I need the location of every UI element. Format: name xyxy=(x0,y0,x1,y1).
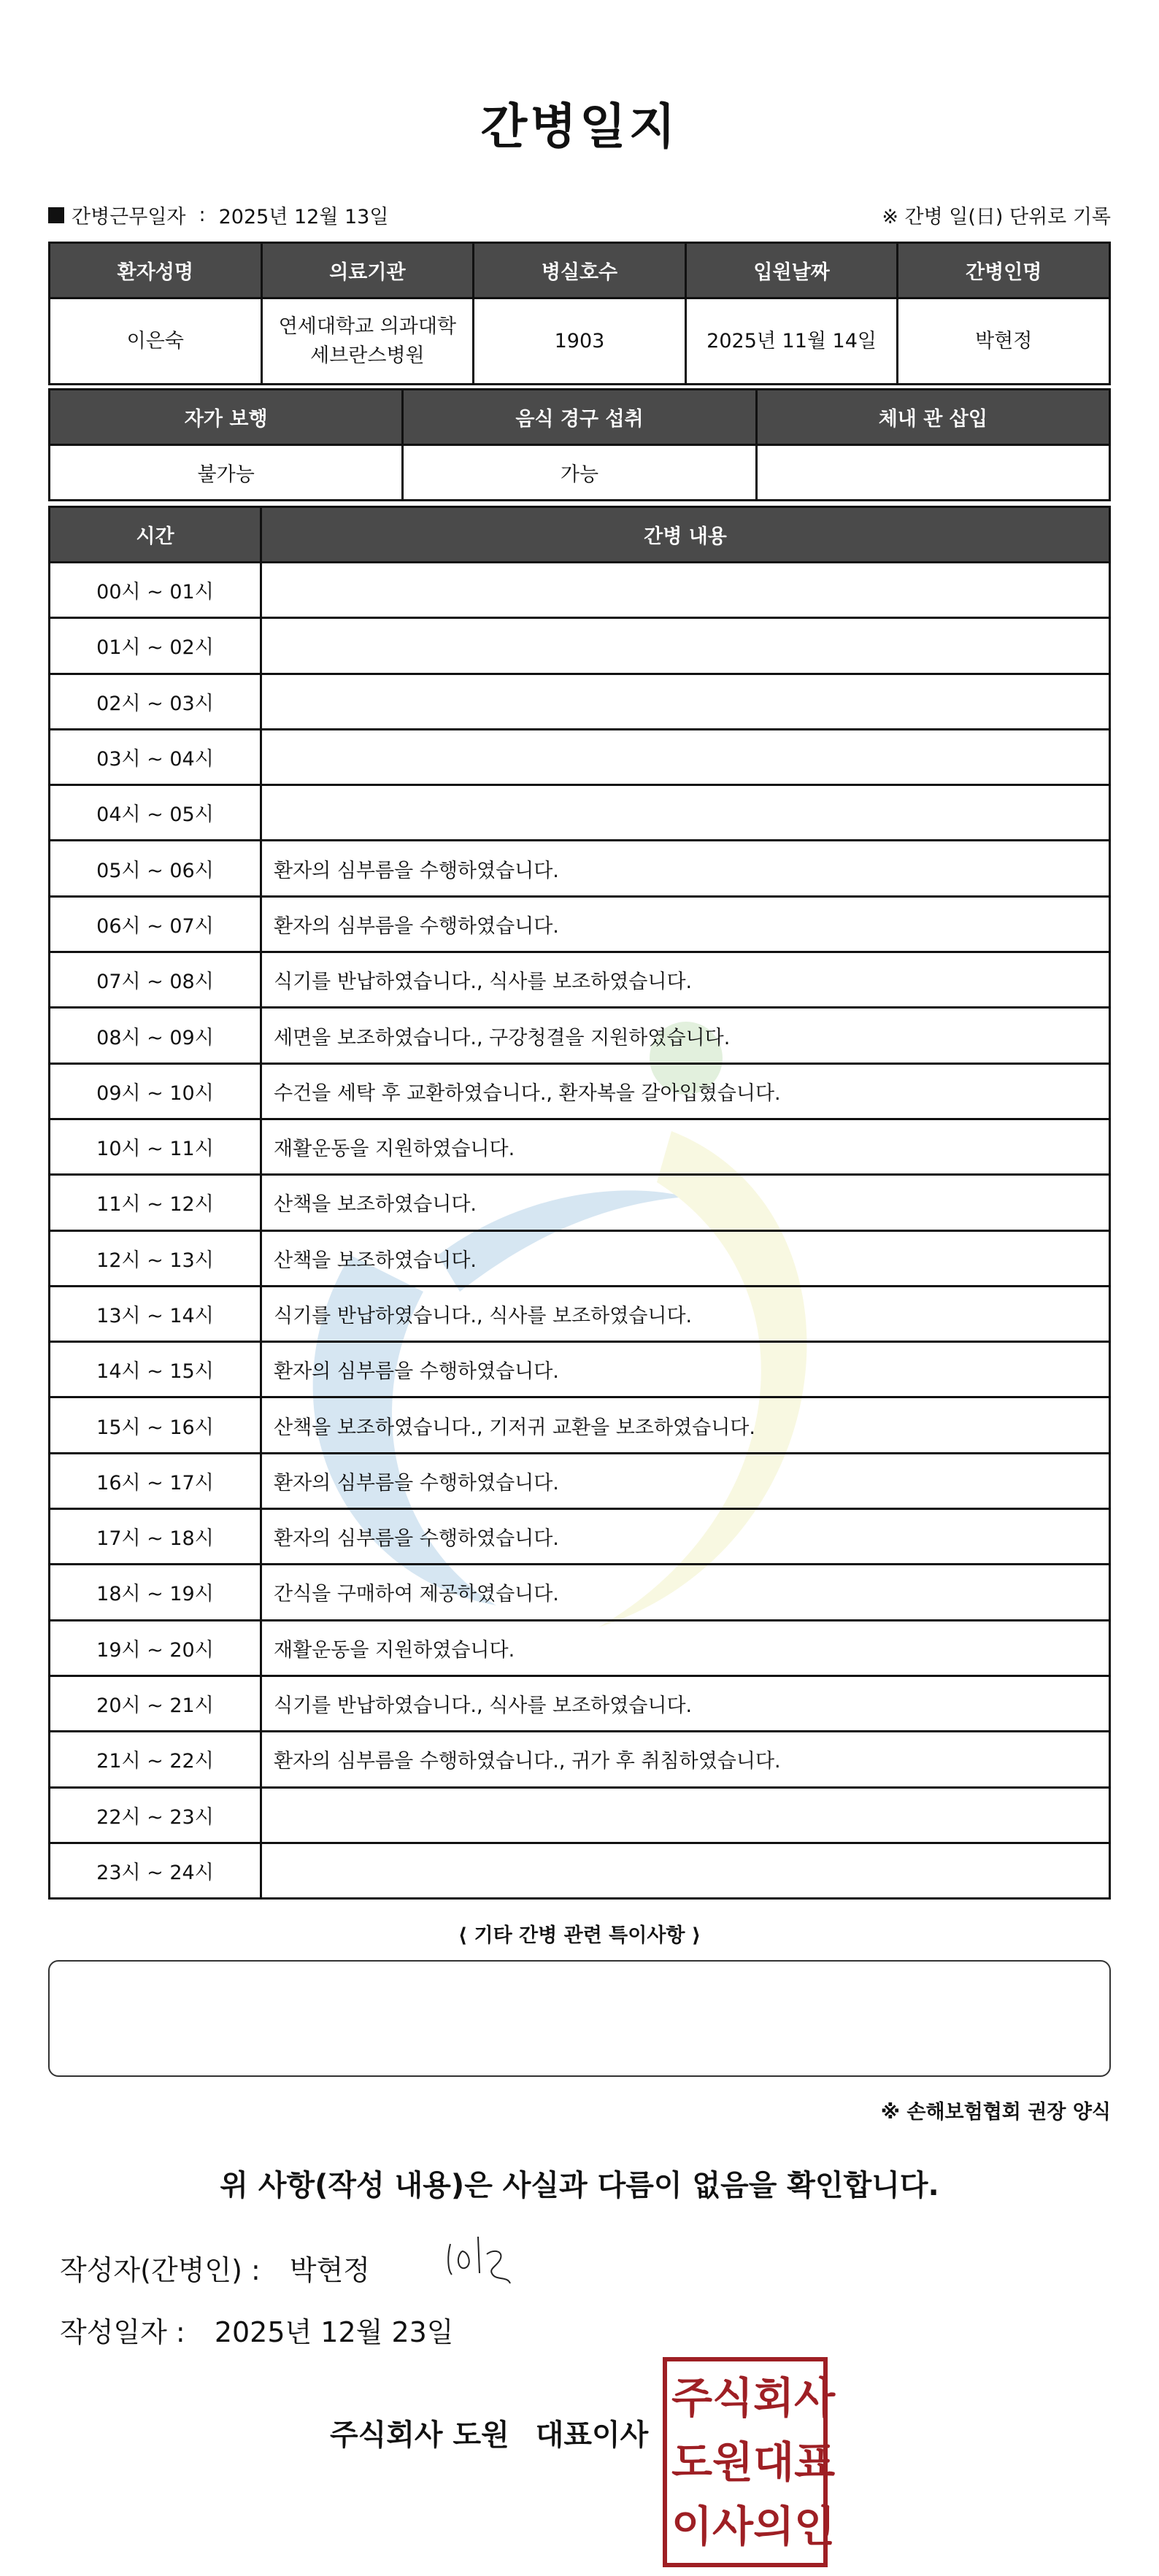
header-tube-insertion: 체내 관 삽입 xyxy=(756,390,1109,445)
time-slot: 15시 ~ 16시 xyxy=(50,1397,261,1453)
time-slot: 14시 ~ 15시 xyxy=(50,1342,261,1397)
author-label: 작성자(간병인) : xyxy=(60,2254,261,2286)
table-row xyxy=(50,1565,1110,1620)
time-slot: 11시 ~ 12시 xyxy=(50,1175,261,1230)
seal-char: 대 xyxy=(753,2437,795,2487)
time-slot: 19시 ~ 20시 xyxy=(50,1620,261,1675)
company-name: 주식회사 도원 xyxy=(330,2418,509,2452)
care-content xyxy=(261,674,1110,729)
care-content: 산책을 보조하였습니다. xyxy=(261,1175,1110,1230)
patient-info-value-row xyxy=(50,298,1110,385)
company-seal-stamp xyxy=(663,2357,836,2567)
time-slot: 00시 ~ 01시 xyxy=(50,563,261,618)
room-number: 1903 xyxy=(474,298,686,385)
seal-char: 회 xyxy=(753,2373,795,2423)
seal-char: 표 xyxy=(794,2437,836,2487)
seal-char: 인 xyxy=(794,2502,836,2551)
care-content: 식기를 반납하였습니다., 식사를 보조하였습니다. xyxy=(261,1286,1110,1341)
institution xyxy=(261,298,474,385)
company-signature-line xyxy=(330,2412,648,2453)
time-slot: 06시 ~ 07시 xyxy=(50,896,261,952)
written-date-value: 2025년 12월 23일 xyxy=(214,2316,454,2348)
time-slot: 01시 ~ 02시 xyxy=(50,618,261,674)
table-row xyxy=(50,1286,1110,1341)
author-line xyxy=(60,2248,370,2288)
time-slot: 16시 ~ 17시 xyxy=(50,1453,261,1508)
time-slot: 12시 ~ 13시 xyxy=(50,1230,261,1286)
care-content xyxy=(261,1787,1110,1843)
time-slot: 09시 ~ 10시 xyxy=(50,1063,261,1119)
self-walking-value: 불가능 xyxy=(50,445,403,501)
table-row xyxy=(50,1119,1110,1174)
header-time: 시간 xyxy=(50,507,261,563)
seal-char: 주 xyxy=(671,2373,713,2423)
table-row xyxy=(50,785,1110,841)
header-self-walking: 자가 보행 xyxy=(50,390,403,445)
table-row xyxy=(50,1732,1110,1787)
institution-line-2: 세브란스병원 xyxy=(310,344,425,367)
colon-separator: : xyxy=(199,204,206,226)
time-slot: 22시 ~ 23시 xyxy=(50,1787,261,1843)
oral-intake-value: 가능 xyxy=(403,445,756,501)
care-content: 환자의 심부름을 수행하였습니다. xyxy=(261,896,1110,952)
time-slot: 17시 ~ 18시 xyxy=(50,1509,261,1565)
care-content: 환자의 심부름을 수행하였습니다. xyxy=(261,1453,1110,1508)
written-date-label: 작성일자 : xyxy=(60,2316,185,2348)
table-row xyxy=(50,1843,1110,1898)
care-content: 식기를 반납하였습니다., 식사를 보조하였습니다. xyxy=(261,952,1110,1008)
notes-title: ⟨ 기타 간병 관련 특이사항 ⟩ xyxy=(458,1924,701,1947)
care-content: 수건을 세탁 후 교환하였습니다., 환자복을 갈아입혔습니다. xyxy=(261,1063,1110,1119)
seal-char: 의 xyxy=(753,2502,795,2551)
care-content xyxy=(261,563,1110,618)
header-caregiver-name: 간병인명 xyxy=(898,243,1110,298)
table-row xyxy=(50,1230,1110,1286)
care-content xyxy=(261,618,1110,674)
table-row xyxy=(50,1342,1110,1397)
time-slot: 20시 ~ 21시 xyxy=(50,1675,261,1731)
work-date-value: 2025년 12월 13일 xyxy=(218,206,389,228)
work-date-group xyxy=(48,201,388,229)
care-content: 환자의 심부름을 수행하였습니다. xyxy=(261,841,1110,896)
table-row xyxy=(50,674,1110,729)
table-row xyxy=(50,1397,1110,1453)
care-content xyxy=(261,729,1110,784)
care-content xyxy=(261,1843,1110,1898)
care-content: 재활운동을 지원하였습니다. xyxy=(261,1119,1110,1174)
care-content: 식기를 반납하였습니다., 식사를 보조하였습니다. xyxy=(261,1675,1110,1731)
care-content: 산책을 보조하였습니다., 기저귀 교환을 보조하였습니다. xyxy=(261,1397,1110,1453)
table-row xyxy=(50,1787,1110,1843)
header-admission-date: 입원날짜 xyxy=(685,243,898,298)
header-care-content: 간병 내용 xyxy=(261,507,1110,563)
caregiver-name: 박현정 xyxy=(898,298,1110,385)
time-slot: 02시 ~ 03시 xyxy=(50,674,261,729)
time-slot: 23시 ~ 24시 xyxy=(50,1843,261,1898)
table-row xyxy=(50,1175,1110,1230)
header-oral-intake: 음식 경구 섭취 xyxy=(403,390,756,445)
table-row xyxy=(50,1675,1110,1731)
table-row xyxy=(50,1008,1110,1063)
document-title: 간병일지 xyxy=(480,99,679,155)
care-content: 세면을 보조하였습니다., 구강청결을 지원하였습니다. xyxy=(261,1008,1110,1063)
institution-line-1: 연세대학교 의과대학 xyxy=(278,315,457,338)
care-log-table xyxy=(48,506,1111,1900)
header-institution: 의료기관 xyxy=(261,243,474,298)
handwritten-signature xyxy=(442,2229,522,2288)
seal-char: 도 xyxy=(671,2437,713,2487)
care-content: 재활운동을 지원하였습니다. xyxy=(261,1620,1110,1675)
time-slot: 04시 ~ 05시 xyxy=(50,785,261,841)
time-slot: 03시 ~ 04시 xyxy=(50,729,261,784)
care-log-header-row xyxy=(50,507,1110,563)
time-slot: 18시 ~ 19시 xyxy=(50,1565,261,1620)
status-header-row xyxy=(50,390,1110,445)
seal-char: 식 xyxy=(712,2373,754,2423)
admission-date: 2025년 11월 14일 xyxy=(685,298,898,385)
seal-char: 사 xyxy=(712,2502,754,2551)
table-row xyxy=(50,563,1110,618)
table-row xyxy=(50,896,1110,952)
time-slot: 07시 ~ 08시 xyxy=(50,952,261,1008)
written-date-line xyxy=(60,2310,454,2350)
recommended-form-note: ※ 손해보험협회 권장 양식 xyxy=(880,2101,1111,2124)
time-slot: 13시 ~ 14시 xyxy=(50,1286,261,1341)
patient-info-header-row xyxy=(50,243,1110,298)
time-slot: 08시 ~ 09시 xyxy=(50,1008,261,1063)
table-row xyxy=(50,841,1110,896)
representative-title: 대표이사 xyxy=(535,2418,649,2452)
table-row xyxy=(50,952,1110,1008)
status-value-row xyxy=(50,445,1110,501)
table-row xyxy=(50,1509,1110,1565)
author-name: 박현정 xyxy=(289,2254,370,2286)
header-patient-name: 환자성명 xyxy=(50,243,262,298)
table-row xyxy=(50,1620,1110,1675)
time-slot: 05시 ~ 06시 xyxy=(50,841,261,896)
meta-row xyxy=(48,201,1111,230)
time-slot: 21시 ~ 22시 xyxy=(50,1732,261,1787)
time-slot: 10시 ~ 11시 xyxy=(50,1119,261,1174)
seal-char: 원 xyxy=(712,2437,754,2487)
patient-name: 이은숙 xyxy=(50,298,262,385)
patient-status-table xyxy=(48,388,1111,501)
table-row xyxy=(50,1063,1110,1119)
table-row xyxy=(50,729,1110,784)
square-bullet-icon xyxy=(48,207,64,223)
confirmation-statement: 위 사항(작성 내용)은 사실과 다름이 없음을 확인합니다. xyxy=(220,2169,939,2202)
care-content: 환자의 심부름을 수행하였습니다. xyxy=(261,1509,1110,1565)
care-content: 환자의 심부름을 수행하였습니다., 귀가 후 취침하였습니다. xyxy=(261,1732,1110,1787)
table-row xyxy=(50,1453,1110,1508)
work-date-label: 간병근무일자 xyxy=(72,206,186,228)
patient-info-table xyxy=(48,242,1111,385)
record-unit-note: ※ 간병 일(日) 단위로 기록 xyxy=(882,206,1111,228)
care-content: 환자의 심부름을 수행하였습니다. xyxy=(261,1342,1110,1397)
seal-char: 이 xyxy=(671,2502,713,2551)
table-row xyxy=(50,618,1110,674)
care-content: 산책을 보조하였습니다. xyxy=(261,1230,1110,1286)
header-room-number: 병실호수 xyxy=(474,243,686,298)
care-content: 간식을 구매하여 제공하였습니다. xyxy=(261,1565,1110,1620)
notes-box xyxy=(48,1960,1111,2077)
seal-char: 사 xyxy=(794,2373,836,2423)
tube-insertion-value xyxy=(756,445,1109,501)
care-content xyxy=(261,785,1110,841)
